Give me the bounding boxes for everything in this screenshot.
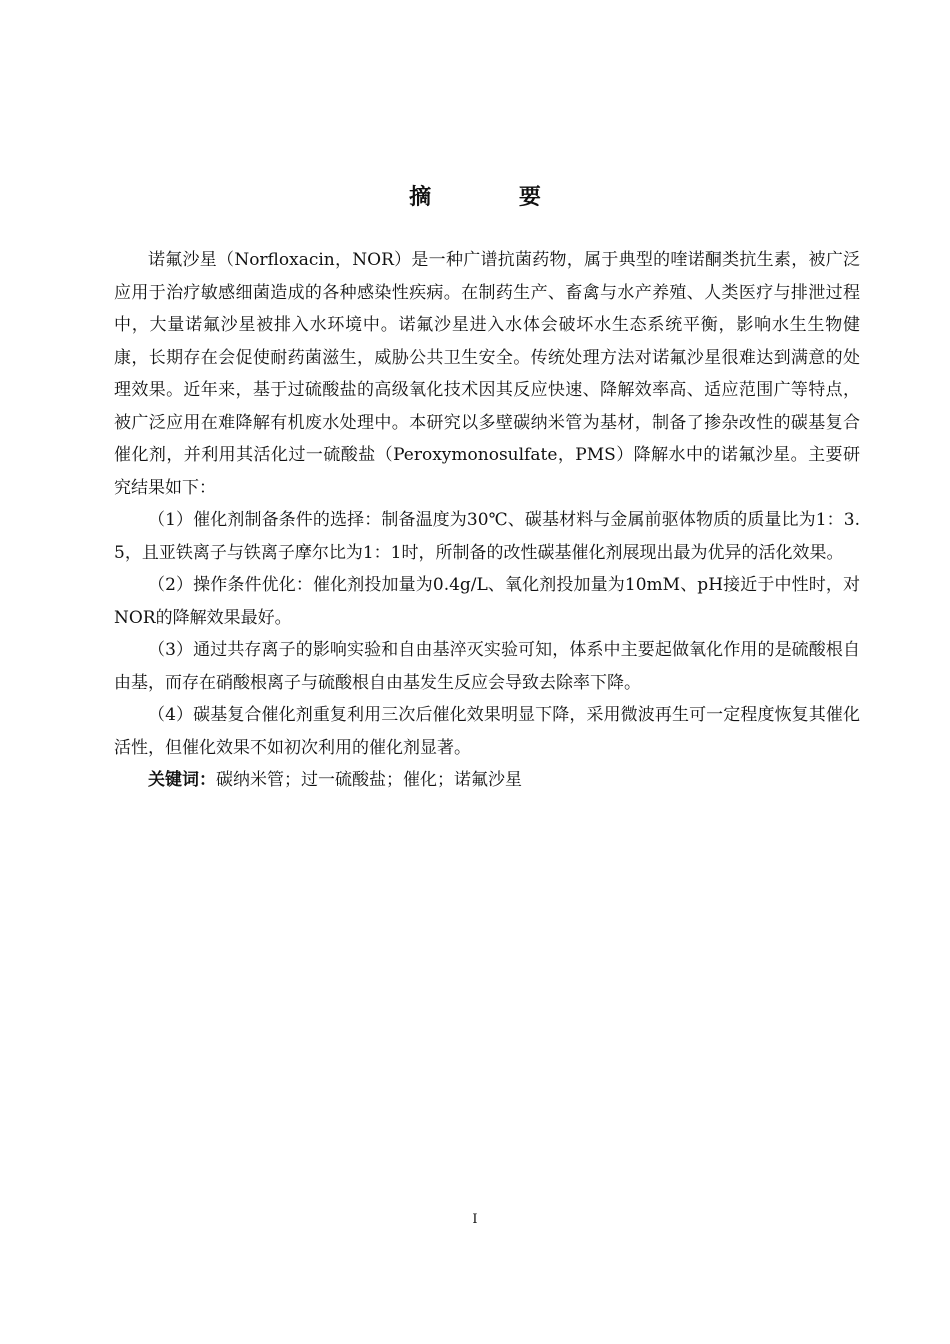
abstract-paragraph-intro: 诺氟沙星（Norfloxacin，NOR）是一种广谱抗菌药物，属于典型的喹诺酮类抗生素，被广泛应用于治疗敏感细菌造成的各种感染性疾病。在制药生产、畜禽与水产养殖、人类医疗与排泄过程中，大量诺氟沙星被排入水环境中。诺氟沙星进入水体会破坏水生态系统平衡，影响水生生物健康，长期存在会促使耐药菌滋生，威胁公共卫生安全。传统处理方法对诺氟沙星很难达到满意的处理效果。近年来，基于过硫酸盐的高级氧化技术因其反应快速、降解效率高、适应范围广等特点，被广泛应用在难降解有机废水处理中。本研究以多壁碳纳米管为基材，制备了掺杂改性的碳基复合催化剂，并利用其活化过一硫酸盐（Peroxymonosulfate，PMS）降解水中的诺氟沙星。主要研究结果如下： xyxy=(114,250,860,498)
page-number: I xyxy=(472,1212,478,1227)
abstract-paragraph-result-3: （3）通过共存离子的影响实验和自由基淬灭实验可知，体系中主要起做氧化作用的是硫酸根自由基，而存在硝酸根离子与硫酸根自由基发生反应会导致去除率下降。 xyxy=(114,640,860,693)
abstract-paragraph-result-2: （2）操作条件优化：催化剂投加量为0.4g/L、氧化剂投加量为10mM、pH接近于中性时，对NOR的降解效果最好。 xyxy=(114,575,860,628)
abstract-body xyxy=(114,244,860,797)
keywords-line xyxy=(114,764,860,797)
keywords-list: 碳纳米管；过一硫酸盐；催化；诺氟沙星 xyxy=(216,770,522,790)
abstract-paragraph-result-1: （1）催化剂制备条件的选择：制备温度为30℃、碳基材料与金属前驱体物质的质量比为1：3.5，且亚铁离子与铁离子摩尔比为1：1时，所制备的改性碳基催化剂展现出最为优异的活化效果。 xyxy=(114,510,860,563)
abstract-title: 摘 要 xyxy=(409,185,581,210)
abstract-paragraph-result-4: （4）碳基复合催化剂重复利用三次后催化效果明显下降，采用微波再生可一定程度恢复其催化活性，但催化效果不如初次利用的催化剂显著。 xyxy=(114,705,860,758)
keywords-label: 关键词： xyxy=(148,770,216,790)
